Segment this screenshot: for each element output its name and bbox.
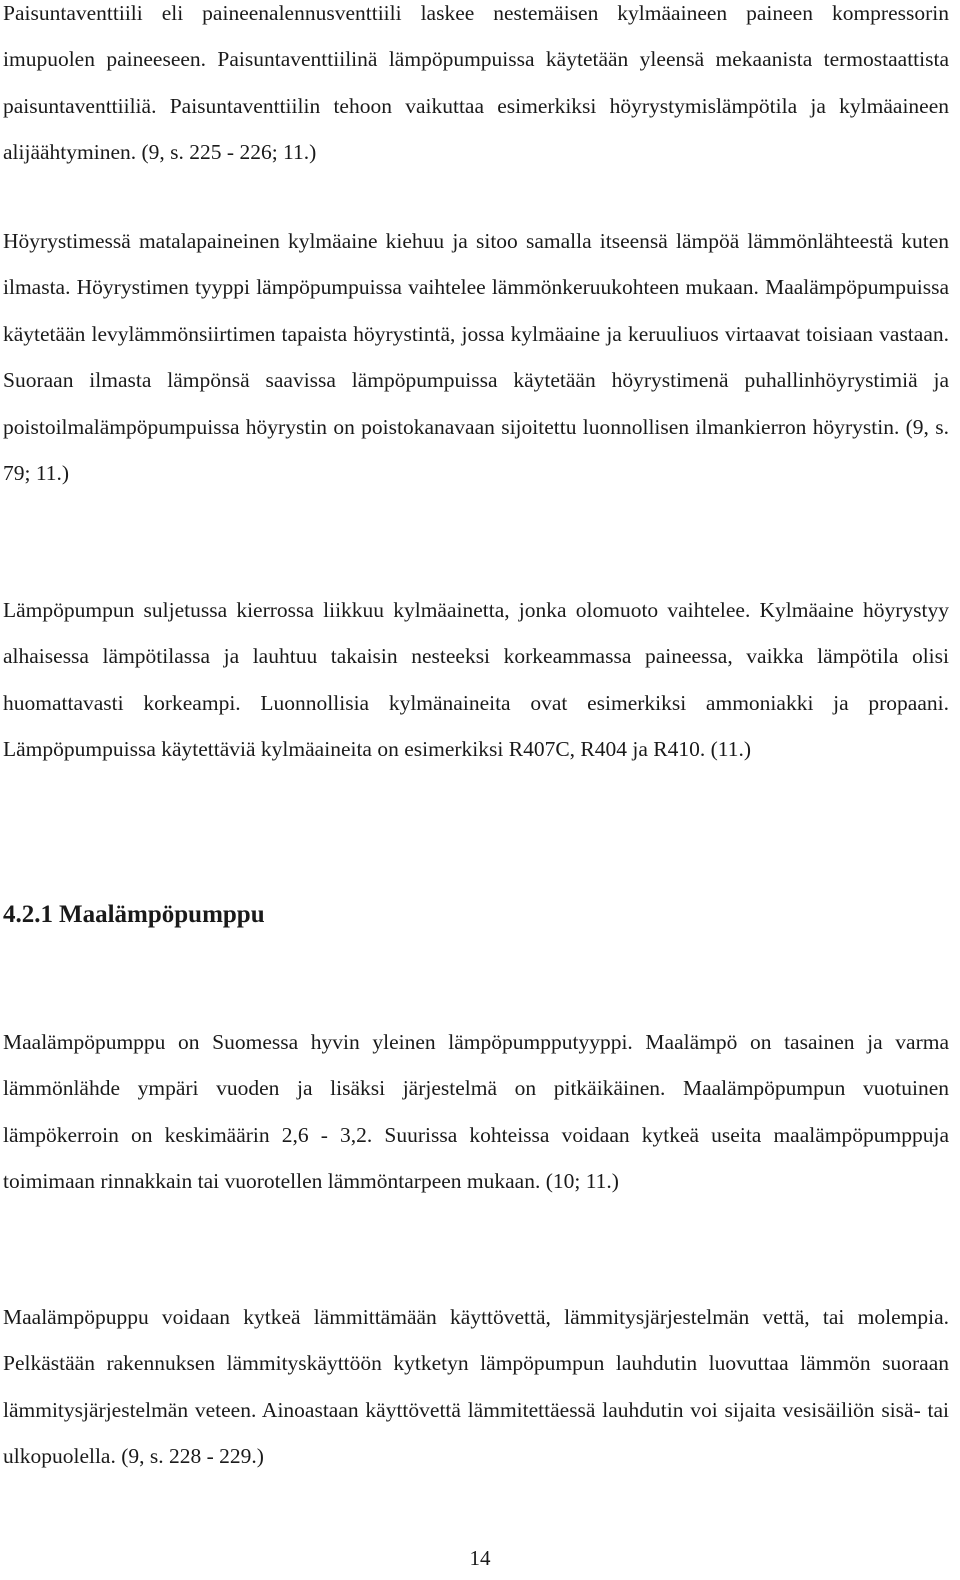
page-number: 14 (469, 1546, 491, 1570)
section-number: 4.2.1 (3, 901, 53, 928)
paragraph-heat-pump-connection: Maalämpöpuppu voidaan kytkeä lämmittämään käyttövettä, lämmitysjärjestelmän vettä, tai molempia. Pelkästään rakennuksen lämmityskäyttöön kytketyn lämpöpumpun lauhdutin luovuttaa lämmön suoraan lämmitysjärjestelmän veteen. Ainoastaan käyttövettä lämmitettäessä lauhdutin voi sijaita vesisäiliön sisä- tai ulkopuolella. (9, s. 228 - 229.) (3, 1305, 949, 1469)
section-heading (3, 892, 265, 938)
paragraph-evaporator: Höyrystimessä matalapaineinen kylmäaine kiehuu ja sitoo samalla itseensä lämpöä lämmönlähteestä kuten ilmasta. Höyrystimen tyyppi lämpöpumpuissa vaihtelee lämmönkeruukohteen mukaan. Maalämpöpumpuissa käytetään levylämmönsiirtimen tapaista höyrystintä, jossa kylmäaine ja keruuliuos virtaavat toisiaan vastaan. Suoraan ilmasta lämpönsä saavissa lämpöpumpuissa käytetään höyrystimenä puhallinhöyrystimiä ja poistoilmalämpöpumpuissa höyrystin on poistokanavaan sijoitettu luonnollisen ilmankierron höyrystin. (9, s. 79; 11.) (3, 229, 949, 486)
paragraph-ground-source-heat-pump: Maalämpöpumppu on Suomessa hyvin yleinen lämpöpumpputyyppi. Maalämpö on tasainen ja varma lämmönlähde ympäri vuoden ja lisäksi järjestelmä on pitkäikäinen. Maalämpöpumpun vuotuinen lämpökerroin on keskimäärin 2,6 - 3,2. Suurissa kohteissa voidaan kytkeä useita maalämpöpumppuja toimimaan rinnakkain tai vuorotellen lämmöntarpeen mukaan. (10; 11.) (3, 1030, 949, 1194)
paragraph-refrigerant: Lämpöpumpun suljetussa kierrossa liikkuu kylmäainetta, jonka olomuoto vaihtelee. Kylmäaine höyrystyy alhaisessa lämpötilassa ja lauhtuu takaisin nesteeksi korkeammassa paineessa, vaikka lämpötila olisi huomattavasti korkeampi. Luonnollisia kylmänaineita ovat esimerkiksi ammoniakki ja propaani. Lämpöpumpuissa käytettäviä kylmäaineita on esimerkiksi R407C, R404 ja R410. (11.) (3, 598, 949, 762)
paragraph-expansion-valve: Paisuntaventtiili eli paineenalennusventtiili laskee nestemäisen kylmäaineen paineen kompressorin imupuolen paineeseen. Paisuntaventtiilinä lämpöpumpuissa käytetään yleensä mekaanista termostaattista paisuntaventtiiliä. Paisuntaventtiilin tehoon vaikuttaa esimerkiksi höyrystymislämpötila ja kylmäaineen alijäähtyminen. (9, s. 225 - 226; 11.) (3, 1, 949, 165)
section-title: Maalämpöpumppu (59, 901, 265, 928)
